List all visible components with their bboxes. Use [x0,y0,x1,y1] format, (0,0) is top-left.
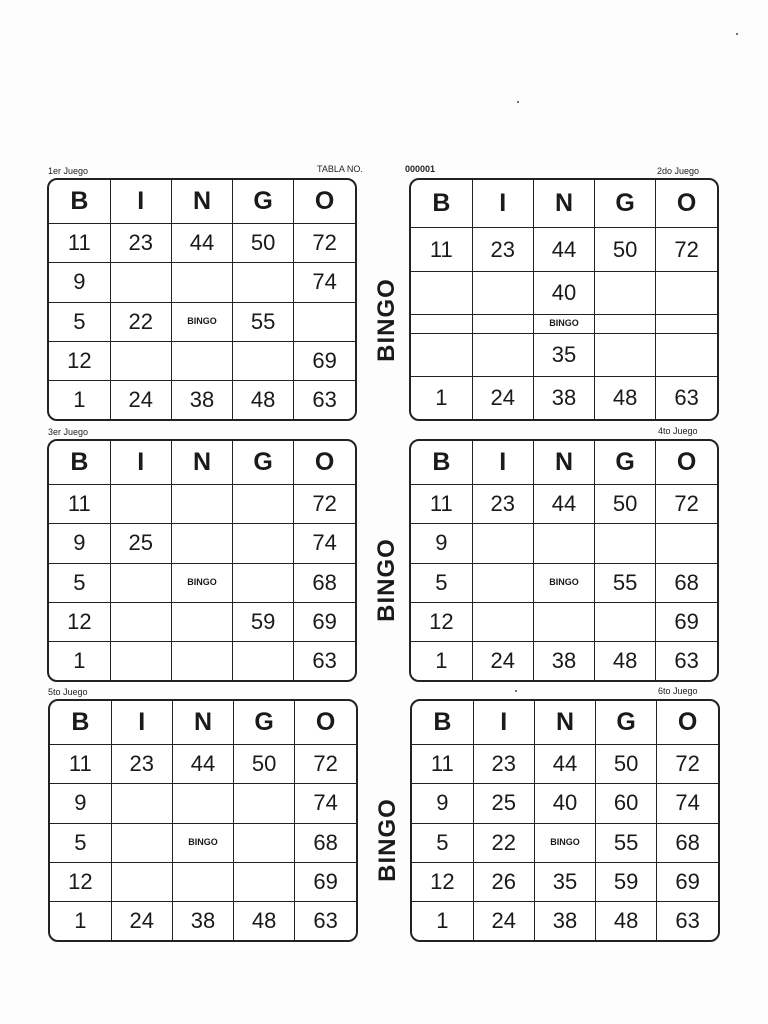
bingo-card-2 [409,178,719,421]
bingo-number-cell [595,271,656,314]
bingo-number-cell [172,862,233,901]
bingo-grid [411,180,717,419]
bingo-row [49,524,355,563]
bingo-number-cell [533,602,594,641]
bingo-number-cell: 22 [110,302,171,341]
bingo-row [411,524,717,563]
bingo-number-cell [472,524,533,563]
bingo-row [49,341,355,380]
bingo-number-cell: 11 [50,745,111,784]
bingo-header-letter: G [233,441,294,485]
free-space: BINGO [533,315,594,334]
bingo-number-cell [110,341,171,380]
bingo-number-cell: 9 [50,784,111,823]
bingo-row [49,224,355,263]
bingo-header-letter: O [294,441,355,485]
bingo-number-cell: 69 [295,862,356,901]
tabla-number: 000001 [405,164,436,174]
bingo-number-cell: 11 [412,745,473,784]
bingo-header-letter: B [411,180,472,228]
bingo-number-cell [472,563,533,602]
bingo-number-cell: 22 [473,823,534,862]
bingo-header-letter: N [171,180,232,224]
bingo-number-cell: 38 [533,642,594,680]
bingo-number-cell: 74 [294,263,355,302]
bingo-number-cell [110,602,171,641]
bingo-number-cell: 12 [49,341,110,380]
bingo-number-cell: 48 [234,902,295,940]
bingo-row [49,602,355,641]
card-title-3: 3er Juego [48,427,89,437]
bingo-row [412,745,718,784]
bingo-row [412,784,718,823]
bingo-number-cell [171,263,232,302]
bingo-header-letter: I [472,441,533,485]
bingo-header-letter: B [50,701,111,745]
bingo-card-6 [410,699,720,942]
bingo-row [411,485,717,524]
bingo-header-row [49,441,355,485]
card-title-1: 1er Juego [48,166,89,176]
bingo-number-cell: 72 [295,745,356,784]
bingo-row [411,642,717,680]
bingo-card-5 [48,699,358,942]
bingo-number-cell: 48 [595,642,656,680]
bingo-number-cell [656,333,717,376]
bingo-number-cell [110,563,171,602]
bingo-number-cell: 44 [533,485,594,524]
bingo-row [411,315,717,334]
bingo-number-cell: 50 [596,745,657,784]
bingo-header-letter: B [49,180,110,224]
bingo-grid [49,441,355,680]
bingo-number-cell [171,524,232,563]
bingo-number-cell [111,784,172,823]
bingo-header-row [50,701,356,745]
bingo-row [411,563,717,602]
bingo-number-cell [656,524,717,563]
bingo-number-cell: 12 [50,862,111,901]
bingo-number-cell: 23 [472,485,533,524]
bingo-number-cell: 68 [657,823,718,862]
bingo-number-cell: 50 [595,228,656,271]
bingo-number-cell: 74 [657,784,718,823]
bingo-number-cell [110,485,171,524]
bingo-number-cell: 24 [110,381,171,419]
bingo-header-letter: B [411,441,472,485]
bingo-number-cell [233,524,294,563]
bingo-number-cell: 60 [596,784,657,823]
bingo-header-letter: O [295,701,356,745]
bingo-grid [49,180,355,419]
bingo-number-cell [595,602,656,641]
bingo-header-letter: N [534,701,595,745]
bingo-number-cell [472,271,533,314]
side-bingo-3: BINGO [374,798,401,882]
bingo-header-letter: G [233,180,294,224]
bingo-grid [50,701,356,940]
bingo-card-4 [409,439,719,682]
bingo-row [50,902,356,940]
bingo-number-cell [110,263,171,302]
bingo-number-cell [233,642,294,680]
bingo-number-cell [234,862,295,901]
bingo-number-cell: 40 [533,271,594,314]
bingo-number-cell: 44 [534,745,595,784]
bingo-row [411,377,717,419]
bingo-number-cell: 68 [294,563,355,602]
bingo-number-cell: 72 [656,485,717,524]
bingo-header-letter: I [472,180,533,228]
bingo-number-cell: 63 [656,377,717,419]
bingo-header-letter: N [171,441,232,485]
bingo-number-cell [111,862,172,901]
bingo-number-cell [171,642,232,680]
bingo-number-cell: 23 [473,745,534,784]
free-space: BINGO [171,563,232,602]
bingo-row [411,333,717,376]
bingo-grid [412,701,718,940]
bingo-number-cell: 35 [534,862,595,901]
bingo-header-letter: I [110,441,171,485]
bingo-row [50,745,356,784]
bingo-number-cell: 5 [412,823,473,862]
bingo-number-cell: 72 [657,745,718,784]
bingo-number-cell: 48 [595,377,656,419]
bingo-number-cell [233,563,294,602]
bingo-header-row [412,701,718,745]
bingo-header-letter: O [294,180,355,224]
bingo-number-cell [233,263,294,302]
bingo-number-cell: 9 [49,263,110,302]
bingo-row [411,271,717,314]
bingo-number-cell [472,315,533,334]
bingo-number-cell: 38 [534,902,595,940]
bingo-header-letter: G [595,180,656,228]
bingo-number-cell: 50 [234,745,295,784]
bingo-header-letter: G [595,441,656,485]
bingo-header-letter: N [533,180,594,228]
bingo-row [411,602,717,641]
bingo-number-cell [472,602,533,641]
bingo-number-cell: 35 [533,333,594,376]
bingo-number-cell [533,524,594,563]
bingo-number-cell: 48 [233,381,294,419]
bingo-number-cell [294,302,355,341]
bingo-number-cell: 24 [473,902,534,940]
bingo-number-cell: 69 [657,862,718,901]
bingo-number-cell: 11 [49,485,110,524]
bingo-number-cell: 50 [233,224,294,263]
bingo-row [49,642,355,680]
bingo-header-letter: I [110,180,171,224]
bingo-header-letter: I [111,701,172,745]
bingo-number-cell: 5 [50,823,111,862]
card-title-6: 6to Juego [658,686,698,696]
bingo-number-cell: 1 [411,377,472,419]
bingo-number-cell: 9 [49,524,110,563]
free-space: BINGO [171,302,232,341]
bingo-header-row [411,180,717,228]
bingo-number-cell: 38 [533,377,594,419]
bingo-row [412,902,718,940]
bingo-number-cell [233,485,294,524]
scan-speck [515,690,517,692]
bingo-number-cell: 50 [595,485,656,524]
bingo-number-cell: 38 [171,381,232,419]
bingo-number-cell: 40 [534,784,595,823]
bingo-number-cell: 72 [294,485,355,524]
bingo-number-cell: 12 [412,862,473,901]
bingo-number-cell: 72 [656,228,717,271]
bingo-header-letter: O [656,441,717,485]
bingo-number-cell [172,784,233,823]
bingo-number-cell [234,823,295,862]
bingo-number-cell: 59 [233,602,294,641]
bingo-number-cell: 44 [171,224,232,263]
bingo-header-letter: B [412,701,473,745]
bingo-number-cell [656,271,717,314]
bingo-number-cell: 69 [656,602,717,641]
bingo-number-cell: 69 [294,602,355,641]
bingo-number-cell: 63 [657,902,718,940]
card-title-2: 2do Juego [657,166,700,176]
bingo-number-cell: 68 [295,823,356,862]
bingo-row [49,302,355,341]
bingo-number-cell [171,602,232,641]
bingo-number-cell: 24 [472,642,533,680]
bingo-header-row [411,441,717,485]
bingo-number-cell [111,823,172,862]
scan-speck [517,101,519,103]
bingo-row [49,263,355,302]
bingo-number-cell: 63 [295,902,356,940]
bingo-header-letter: N [533,441,594,485]
bingo-row [411,228,717,271]
bingo-number-cell: 24 [111,902,172,940]
bingo-number-cell: 11 [411,228,472,271]
free-space: BINGO [172,823,233,862]
bingo-number-cell [595,524,656,563]
bingo-number-cell [171,341,232,380]
bingo-number-cell: 11 [411,485,472,524]
bingo-number-cell: 1 [412,902,473,940]
bingo-number-cell: 12 [411,602,472,641]
bingo-number-cell: 69 [294,341,355,380]
bingo-number-cell: 9 [411,524,472,563]
bingo-header-letter: I [473,701,534,745]
bingo-number-cell: 26 [473,862,534,901]
bingo-grid [411,441,717,680]
card-title-5: 5to Juego [48,687,88,697]
bingo-row [412,823,718,862]
bingo-number-cell: 12 [49,602,110,641]
bingo-row [49,485,355,524]
bingo-number-cell: 25 [473,784,534,823]
bingo-row [50,823,356,862]
bingo-number-cell [656,315,717,334]
bingo-number-cell: 23 [110,224,171,263]
bingo-number-cell: 9 [412,784,473,823]
bingo-number-cell: 63 [294,381,355,419]
bingo-row [49,381,355,419]
bingo-number-cell [110,642,171,680]
bingo-number-cell [233,341,294,380]
free-space: BINGO [533,563,594,602]
bingo-number-cell: 63 [656,642,717,680]
bingo-number-cell [595,315,656,334]
bingo-header-letter: N [172,701,233,745]
bingo-header-row [49,180,355,224]
side-bingo-2: BINGO [373,538,400,622]
bingo-number-cell: 38 [172,902,233,940]
bingo-number-cell: 59 [596,862,657,901]
bingo-header-letter: B [49,441,110,485]
free-space: BINGO [534,823,595,862]
bingo-number-cell: 25 [110,524,171,563]
card-title-4: 4to Juego [658,426,698,436]
bingo-number-cell: 72 [294,224,355,263]
bingo-number-cell: 5 [411,563,472,602]
bingo-number-cell [411,315,472,334]
scan-speck [736,33,738,35]
bingo-number-cell: 63 [294,642,355,680]
bingo-number-cell: 1 [49,381,110,419]
bingo-card-3 [47,439,357,682]
bingo-number-cell: 23 [472,228,533,271]
bingo-header-letter: G [234,701,295,745]
bingo-number-cell [171,485,232,524]
bingo-number-cell: 44 [172,745,233,784]
bingo-number-cell: 74 [295,784,356,823]
bingo-number-cell: 24 [472,377,533,419]
bingo-header-letter: O [657,701,718,745]
bingo-row [50,784,356,823]
bingo-number-cell: 48 [596,902,657,940]
bingo-number-cell [595,333,656,376]
bingo-number-cell: 23 [111,745,172,784]
tabla-label: TABLA NO. [317,164,363,174]
bingo-number-cell: 5 [49,563,110,602]
bingo-number-cell: 1 [50,902,111,940]
bingo-number-cell: 68 [656,563,717,602]
bingo-card-1 [47,178,357,421]
bingo-number-cell [472,333,533,376]
bingo-number-cell: 1 [49,642,110,680]
bingo-number-cell: 11 [49,224,110,263]
bingo-number-cell [411,271,472,314]
bingo-header-letter: O [656,180,717,228]
bingo-number-cell [234,784,295,823]
bingo-number-cell [411,333,472,376]
bingo-number-cell: 5 [49,302,110,341]
bingo-number-cell: 55 [596,823,657,862]
bingo-row [49,563,355,602]
bingo-header-letter: G [596,701,657,745]
bingo-row [412,862,718,901]
bingo-number-cell: 55 [595,563,656,602]
bingo-row [50,862,356,901]
side-bingo-1: BINGO [373,278,400,362]
bingo-number-cell: 44 [533,228,594,271]
bingo-number-cell: 74 [294,524,355,563]
bingo-number-cell: 55 [233,302,294,341]
bingo-number-cell: 1 [411,642,472,680]
